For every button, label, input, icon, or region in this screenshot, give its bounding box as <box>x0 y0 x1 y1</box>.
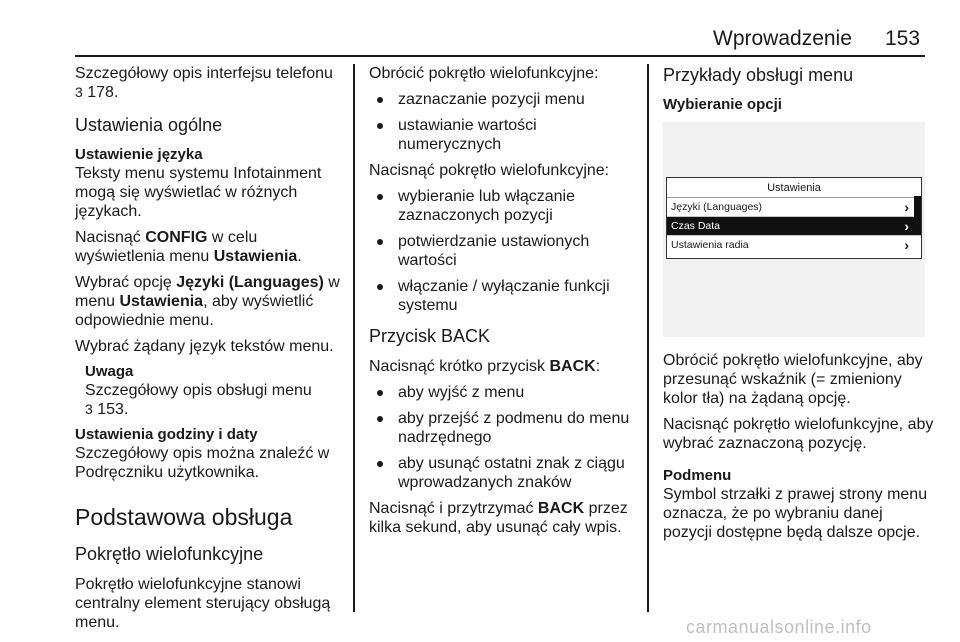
ref-link[interactable]: 178. <box>87 84 119 101</box>
heading-basic-operation: Podstawowa obsługa <box>75 504 293 530</box>
note-title: Uwaga <box>85 363 134 380</box>
paragraph-language-4: Wybrać żądany język tekstów menu. <box>75 338 334 355</box>
chevron-right-icon: › <box>904 199 909 215</box>
paragraph-language-3: Wybrać opcję Języki (Languages) w menu Ustawienia, aby wyświetlić odpowiednie menu. <box>75 274 340 329</box>
heading-time-date: Ustawienia godziny i daty <box>75 426 258 443</box>
note-text: Szczegółowy opis obsługi menu 3 153. <box>85 382 312 418</box>
paragraph-language-2: Nacisnąć CONFIG w celu wyświetlenia menu Ustawienia. <box>75 229 302 265</box>
heading-language: Ustawienie języka <box>75 146 203 163</box>
ref-arrow-icon: 3 <box>75 84 83 100</box>
bullet-icon <box>377 97 383 103</box>
note-box <box>85 363 343 419</box>
header-rule <box>75 55 925 57</box>
paragraph-hold: Nacisnąć i przytrzymać BACK przez kilka sekund, aby usunąć cały wpis. <box>369 500 628 536</box>
heading-back-button: Przycisk BACK <box>369 326 491 346</box>
paragraph-back: Nacisnąć krótko przycisk BACK: <box>369 358 601 375</box>
list-item: potwierdzanie ustawionych wartości <box>369 232 639 270</box>
heading-general-settings: Ustawienia ogólne <box>75 115 223 135</box>
column-1 <box>75 64 343 639</box>
chevron-right-icon: › <box>904 218 909 234</box>
bullet-icon <box>377 239 383 245</box>
list-item: aby usunąć ostatni znak z ciągu wprowadzanych znaków <box>369 454 639 492</box>
list-item: wybieranie lub włączanie zaznaczonych pozycji <box>369 187 639 225</box>
heading-multifunction-knob: Pokrętło wielofunkcyjne <box>75 544 264 564</box>
menu-item-time-date[interactable]: Czas Data › <box>667 217 921 236</box>
intro-paragraph: Szczegółowy opis interfejsu telefonu 3 178. <box>75 65 333 101</box>
column-3 <box>663 64 935 549</box>
menu-item-radio-settings[interactable]: Ustawienia radia › <box>671 237 909 253</box>
column-2 <box>369 64 639 544</box>
list-item: zaznaczanie pozycji menu <box>369 90 639 109</box>
paragraph-language-1: Teksty menu systemu Infotainment mogą się wyświetlać w różnych językach. <box>75 165 322 220</box>
watermark: carmanualsonline.info <box>686 617 872 637</box>
heading-submenu: Podmenu <box>663 467 732 484</box>
scrollbar[interactable] <box>914 196 921 232</box>
page-number: 153 <box>885 27 921 50</box>
list-item: włączanie / wyłączanie funkcji systemu <box>369 277 639 315</box>
section-title: Wprowadzenie <box>713 27 852 50</box>
display-illustration <box>663 122 925 337</box>
bullet-icon <box>377 390 383 396</box>
display-screen <box>666 177 922 259</box>
paragraph-confirm: Nacisnąć pokrętło wielofunkcyjne, aby wybrać zaznaczoną pozycję. <box>663 416 934 452</box>
bullet-icon <box>377 194 383 200</box>
screen-title: Ustawienia <box>667 178 921 198</box>
column-divider <box>353 64 355 612</box>
paragraph-turn: Obrócić pokrętło wielofunkcyjne: <box>369 65 599 82</box>
list-item: aby przejść z podmenu do menu nadrzędnego <box>369 409 639 447</box>
heading-select-option: Wybieranie opcji <box>663 96 782 113</box>
ref-arrow-icon: 3 <box>85 401 93 417</box>
menu-item-languages[interactable]: Języki (Languages) › <box>667 198 921 217</box>
list-item: aby wyjść z menu <box>369 383 639 402</box>
list-item: ustawianie wartości numerycznych <box>369 116 639 154</box>
ref-link[interactable]: 153. <box>97 401 129 418</box>
bullet-icon <box>377 284 383 290</box>
press-list <box>369 187 639 315</box>
paragraph-submenu: Symbol strzałki z prawej strony menu oznacza, że po wybraniu danej pozycji dostępne będą dalsze opcje. <box>663 486 928 541</box>
chevron-right-icon: › <box>904 237 909 253</box>
paragraph-rotate: Obrócić pokrętło wielofunkcyjne, aby przesunąć wskaźnik (= zmieniony kolor tła) na żądaną opcję. <box>663 352 923 407</box>
paragraph-knob: Pokrętło wielofunkcyjne stanowi centralny element sterujący obsługą menu. <box>75 576 331 631</box>
turn-list <box>369 90 639 154</box>
bullet-icon <box>377 416 383 422</box>
heading-menu-examples: Przykłady obsługi menu <box>663 65 854 85</box>
back-list <box>369 383 639 492</box>
paragraph-press: Nacisnąć pokrętło wielofunkcyjne: <box>369 162 610 179</box>
bullet-icon <box>377 123 383 129</box>
page-header <box>0 0 960 56</box>
column-divider <box>647 64 649 612</box>
bullet-icon <box>377 461 383 467</box>
paragraph-time: Szczegółowy opis można znaleźć w Podręczniku użytkownika. <box>75 445 330 481</box>
